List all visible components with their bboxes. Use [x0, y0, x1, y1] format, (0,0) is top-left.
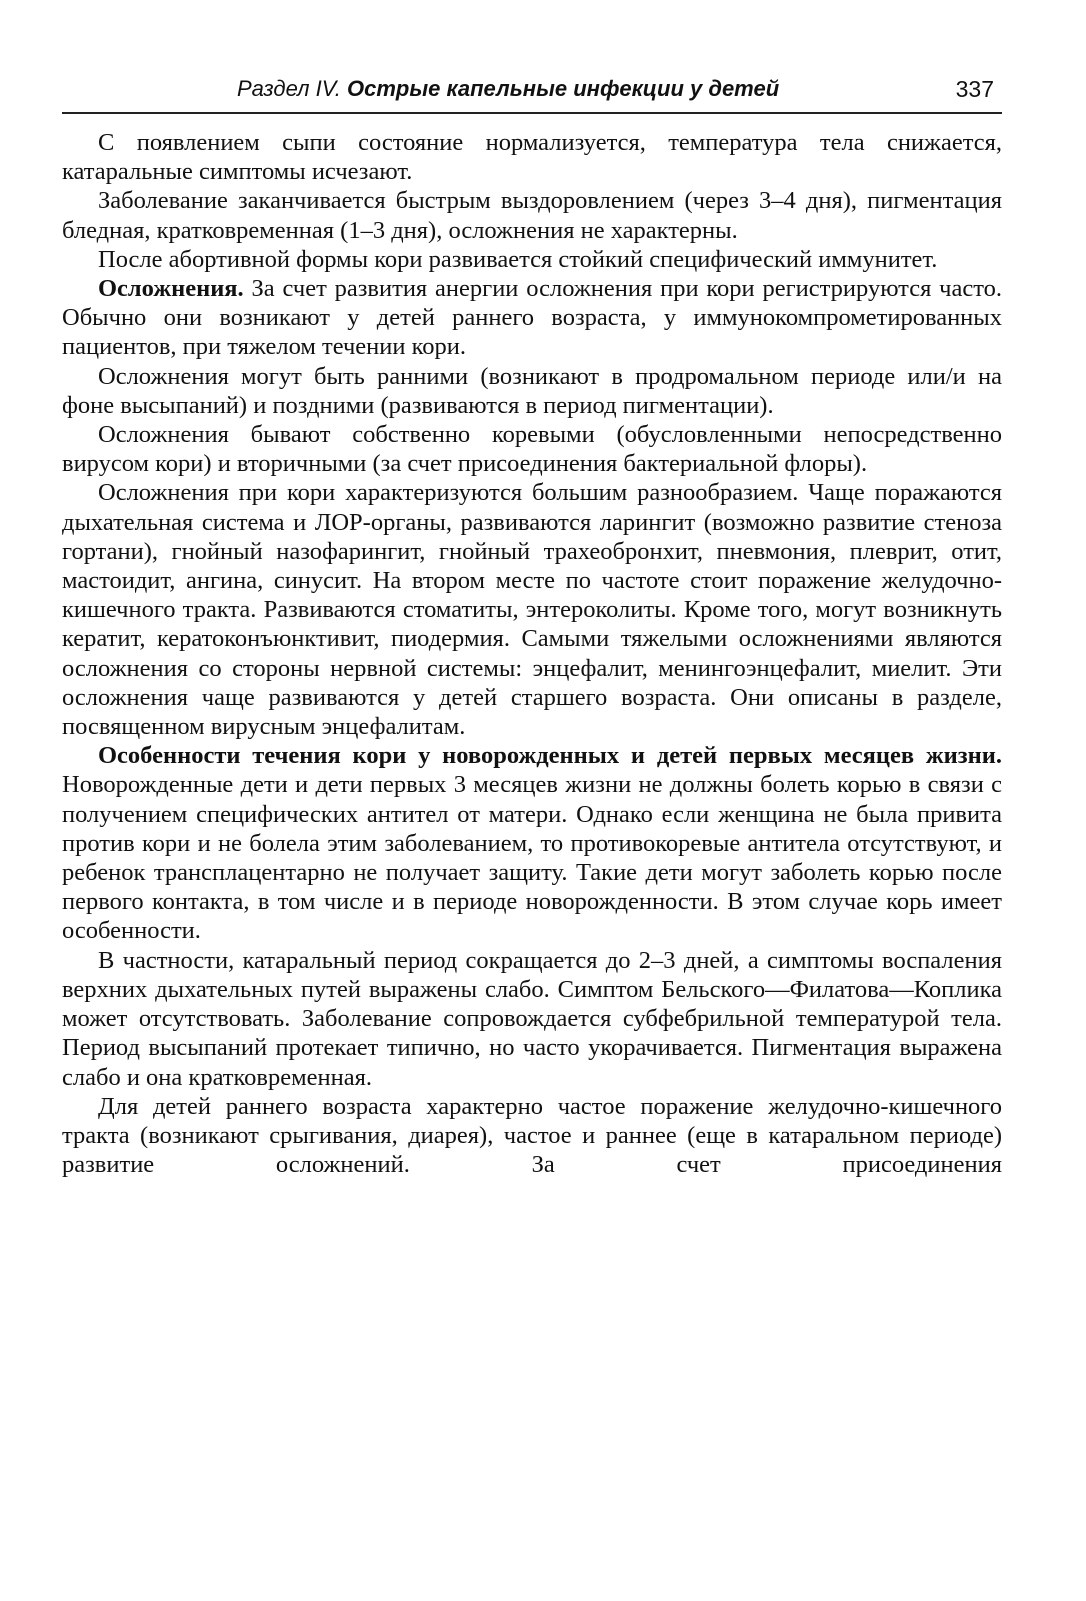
paragraph — [62, 478, 1002, 741]
paragraph — [62, 741, 1002, 945]
paragraph — [62, 186, 1002, 244]
paragraph-text: С появлением сыпи состояние нормализуется, температура тела снижается, катаральные симптомы исчезают. — [62, 129, 1002, 186]
paragraph-text: После абортивной формы кори развивается стойкий специфический иммунитет. — [98, 245, 938, 273]
run-in-heading: Осложнения. — [98, 275, 244, 303]
paragraph-text: Осложнения при кори характеризуются большим разнообразием. Чаще поражаются дыхательная система и ЛОР-органы, развиваются ларингит (возможно развитие стеноза гортани), гнойный назофарингит, гнойный трахеобронхит, пневмония, плеврит, отит, мастоидит, ангина, синусит. На втором месте по частоте стоит поражение желудочно-кишечного тракта. Развиваются стоматиты, энтероколиты. Кроме того, могут возникнуть кератит, кератоконъюнктивит, пиодермия. Самыми тяжелыми осложнениями являются осложнения со стороны нервной системы: энцефалит, менингоэнцефалит, миелит. Эти осложнения чаще развиваются у детей старшего возраста. Они описаны в разделе, посвященном вирусным энцефалитам. — [62, 479, 1002, 741]
paragraph — [62, 420, 1002, 478]
section-label: Раздел IV. — [237, 76, 347, 101]
paragraph-text: Новорожденные дети и дети первых 3 месяцев жизни не должны болеть корью в связи с получением специфических антител от матери. Однако если женщина не была привита против кори и не болела этим заболеванием, то противокоревые антитела отсутствуют, и ребенок трансплацентарно не получает защиту. Такие дети могут заболеть корью после первого контакта, в том числе и в периоде новорожденности. В этом случае корь имеет особенности. — [62, 771, 1002, 945]
paragraph — [62, 245, 1002, 274]
run-in-heading: Особенности течения кори у новорожденных и детей первых месяцев жизни. — [98, 742, 1002, 770]
paragraph — [62, 946, 1002, 1092]
paragraph — [62, 274, 1002, 362]
paragraph — [62, 1092, 1002, 1180]
paragraph — [62, 362, 1002, 420]
running-header-title — [237, 76, 779, 102]
book-page — [62, 0, 1002, 1601]
paragraph-text: Для детей раннего возраста характерно частое поражение желудочно-кишечного тракта (возникают срыгивания, диарея), частое и раннее (еще в катаральном периоде) развитие осложнений. За счет присоединения — [62, 1092, 1002, 1179]
paragraph-text: Осложнения бывают собственно коревыми (обусловленными непосредственно вирусом кори) и вторичными (за счет присоединения бактериальной флоры). — [62, 421, 1002, 478]
paragraph-text: Заболевание заканчивается быстрым выздоровлением (через 3–4 дня), пигментация бледная, кратковременная (1–3 дня), осложнения не характерны. — [62, 187, 1002, 244]
paragraph-text: За счет развития анергии осложнения при кори регистрируются часто. Обычно они возникают у детей раннего возраста, у иммунокомпрометированных пациентов, при тяжелом течении кори. — [62, 275, 1002, 361]
paragraph — [62, 128, 1002, 186]
section-title: Острые капельные инфекции у детей — [346, 76, 780, 101]
body-text — [62, 128, 1002, 1179]
paragraph-text: В частности, катаральный период сокращается до 2–3 дней, а симптомы воспаления верхних дыхательных путей выражены слабо. Симптом Бельского—Филатова—Коплика может отсутствовать. Заболевание сопровождается субфебрильной температурой тела. Период высыпаний протекает типично, но часто укорачивается. Пигментация выражена слабо и она кратковременная. — [62, 946, 1002, 1091]
paragraph-text: Осложнения могут быть ранними (возникают в продромальном периоде или/и на фоне высыпаний) и поздними (развиваются в период пигментации). — [62, 362, 1002, 419]
page-number: 337 — [955, 76, 994, 102]
running-header — [62, 72, 1002, 114]
